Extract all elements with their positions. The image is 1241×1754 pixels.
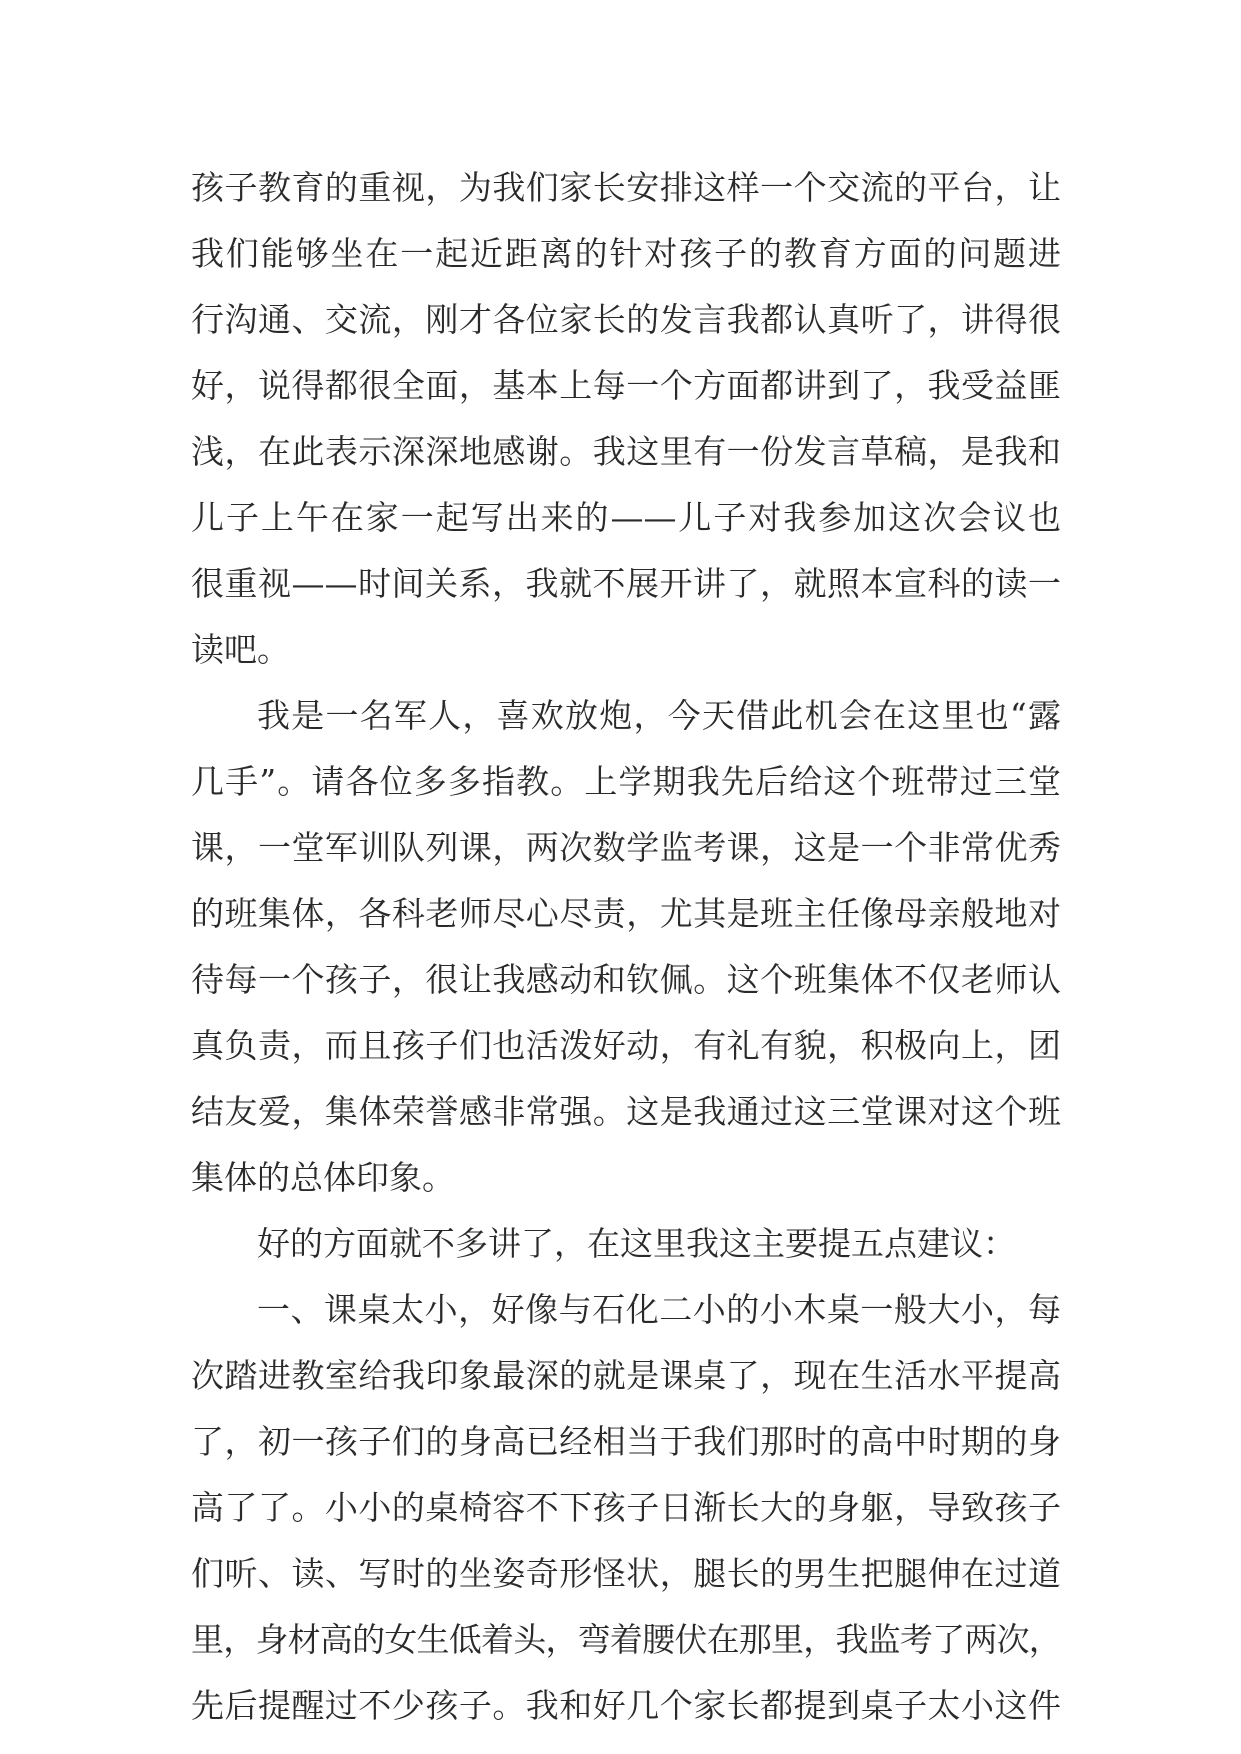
- text-line: 集体的总体印象。: [191, 1158, 455, 1197]
- text-line: 好，说得都很全面，基本上每一个方面都讲到了，我受益匪: [191, 366, 1061, 405]
- text-line: 先后提醒过不少孩子。我和好几个家长都提到桌子太小这件: [191, 1686, 1061, 1725]
- text-line: 孩子教育的重视，为我们家长安排这样一个交流的平台，让: [191, 168, 1061, 207]
- text-line: 次踏进教室给我印象最深的就是课桌了，现在生活水平提高: [191, 1356, 1061, 1395]
- paragraph-start-line: 我是一名军人，喜欢放炮，今天借此机会在这里也“露: [257, 696, 1061, 735]
- text-line: 真负责，而且孩子们也活泼好动，有礼有貌，积极向上，团: [191, 1026, 1061, 1065]
- text-line: 读吧。: [191, 630, 290, 669]
- body-text: [191, 155, 1061, 1739]
- text-line: 高了了。小小的桌椅容不下孩子日渐长大的身躯，导致孩子: [191, 1488, 1061, 1527]
- text-line: 结友爱，集体荣誉感非常强。这是我通过这三堂课对这个班: [191, 1092, 1061, 1131]
- paragraph-start-line: 一、课桌太小，好像与石化二小的小木桌一般大小，每: [257, 1290, 1061, 1329]
- text-line: 几手”。请各位多多指教。上学期我先后给这个班带过三堂: [191, 762, 1061, 801]
- paragraph-start-line: 好的方面就不多讲了，在这里我这主要提五点建议：: [257, 1224, 1016, 1263]
- text-line: 了，初一孩子们的身高已经相当于我们那时的高中时期的身: [191, 1422, 1061, 1461]
- text-line: 里，身材高的女生低着头，弯着腰伏在那里，我监考了两次，: [191, 1620, 1061, 1659]
- text-line: 儿子上午在家一起写出来的——儿子对我参加这次会议也: [191, 498, 1061, 537]
- text-line: 们听、读、写时的坐姿奇形怪状，腿长的男生把腿伸在过道: [191, 1554, 1061, 1593]
- text-line: 待每一个孩子，很让我感动和钦佩。这个班集体不仅老师认: [191, 960, 1061, 999]
- text-line: 行沟通、交流，刚才各位家长的发言我都认真听了，讲得很: [191, 300, 1061, 339]
- text-line: 的班集体，各科老师尽心尽责，尤其是班主任像母亲般地对: [191, 894, 1061, 933]
- text-line: 浅，在此表示深深地感谢。我这里有一份发言草稿，是我和: [191, 432, 1061, 471]
- text-line: 很重视——时间关系，我就不展开讲了，就照本宣科的读一: [191, 564, 1061, 603]
- text-line: 我们能够坐在一起近距离的针对孩子的教育方面的问题进: [191, 234, 1061, 273]
- text-line: 课，一堂军训队列课，两次数学监考课，这是一个非常优秀: [191, 828, 1061, 867]
